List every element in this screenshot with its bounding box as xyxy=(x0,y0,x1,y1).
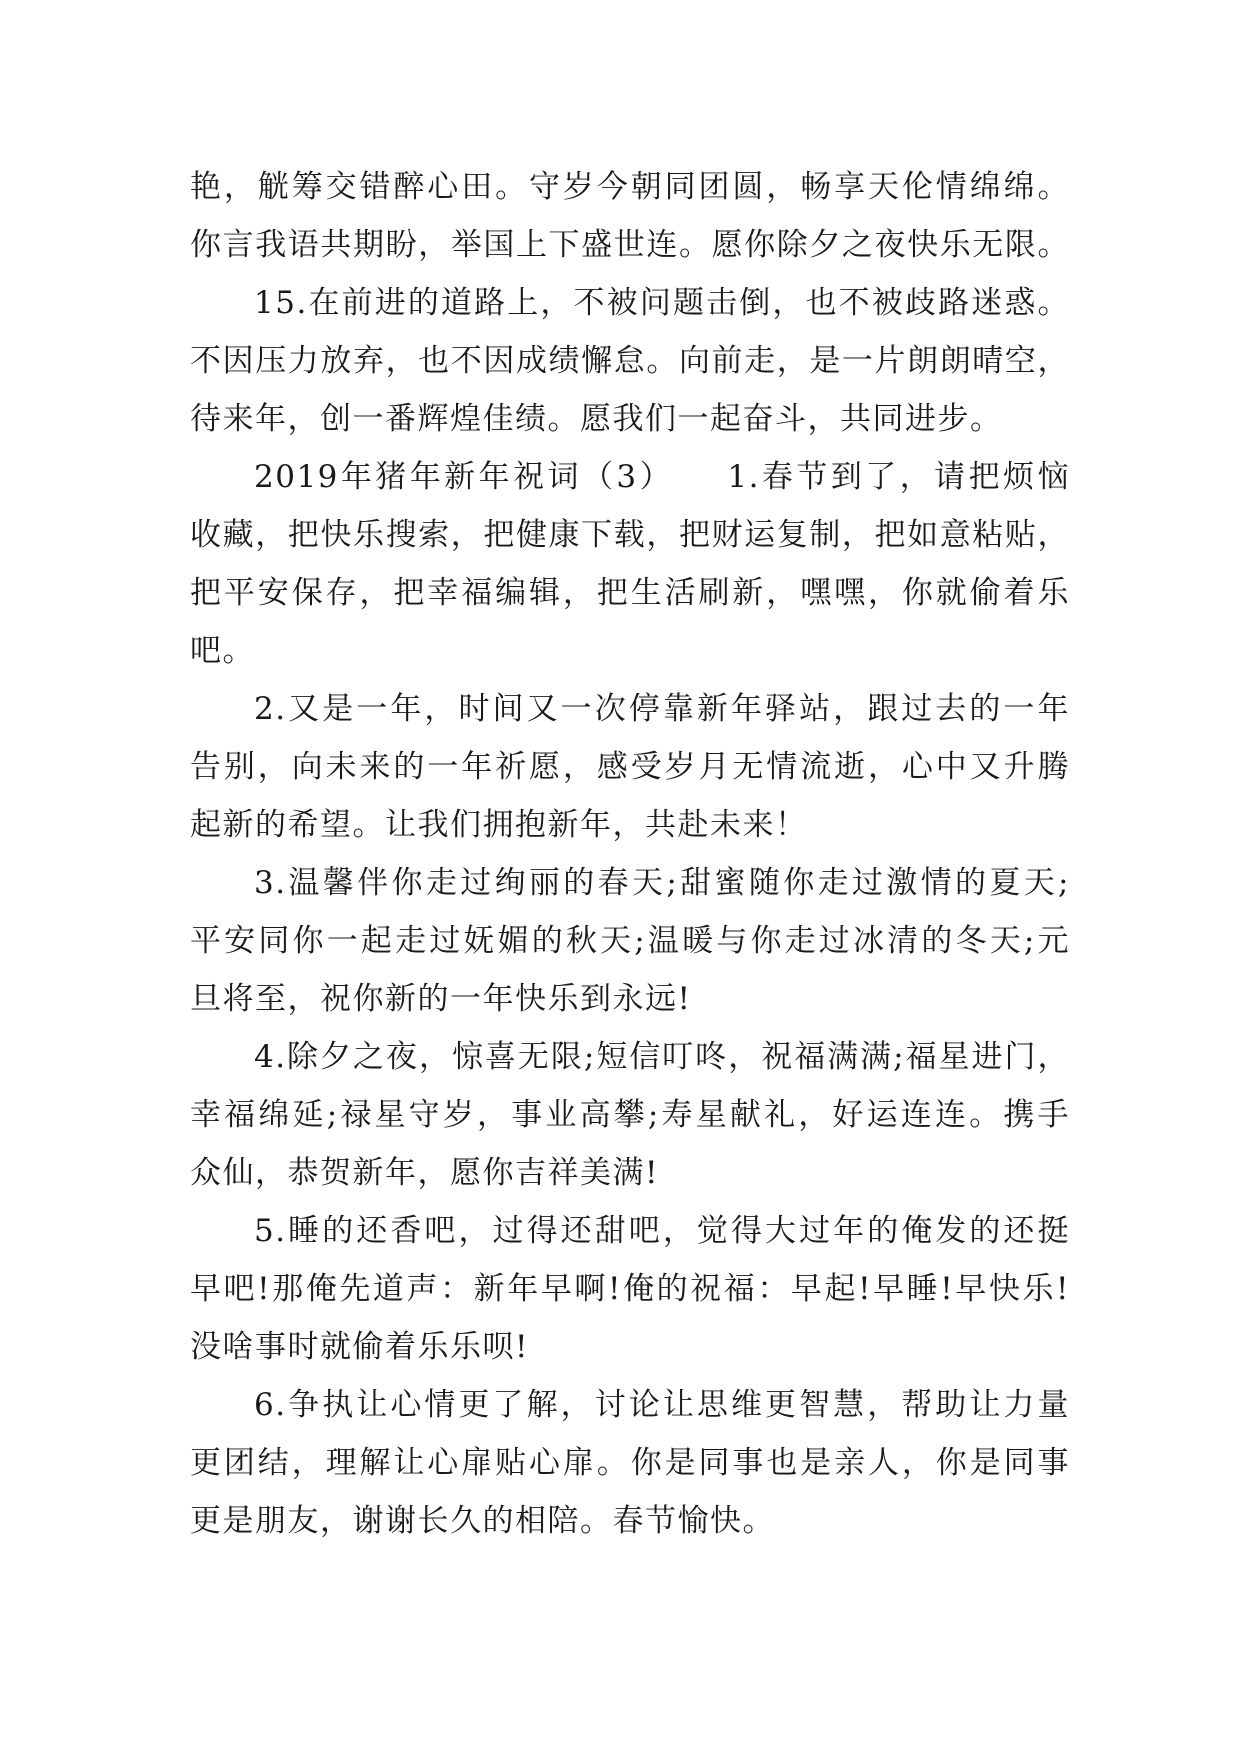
text-line: 没啥事时就偷着乐乐呗! xyxy=(190,1329,529,1365)
text-line: 2.又是一年，时间又一次停靠新年驿站，跟过去的一年 xyxy=(254,691,1070,727)
text-line: 起新的希望。让我们拥抱新年，共赴未来！ xyxy=(190,807,808,843)
text-line: 早吧!那俺先道声：新年早啊!俺的祝福：早起!早睡!早快乐! xyxy=(190,1271,1070,1307)
text-line: 更团结，理解让心扉贴心扉。你是同事也是亲人，你是同事 xyxy=(190,1445,1070,1481)
text-line: 告别，向未来的一年祈愿，感受岁月无情流逝，心中又升腾 xyxy=(190,749,1070,785)
text-line: 2019年猪年新年祝词（3） 1.春节到了，请把烦恼 xyxy=(254,459,1070,495)
text-line: 待来年，创一番辉煌佳绩。愿我们一起奋斗，共同进步。 xyxy=(190,401,1003,437)
text-line: 4.除夕之夜，惊喜无限;短信叮咚，祝福满满;福星进门， xyxy=(254,1039,1070,1075)
text-line: 收藏，把快乐搜索，把健康下载，把财运复制，把如意粘贴， xyxy=(190,517,1070,553)
text-line: 不因压力放弃，也不因成绩懈怠。向前走，是一片朗朗晴空， xyxy=(190,343,1070,379)
text-line: 3.温馨伴你走过绚丽的春天;甜蜜随你走过激情的夏天; xyxy=(254,865,1070,901)
text-line: 15.在前进的道路上，不被问题击倒，也不被歧路迷惑。 xyxy=(254,285,1070,321)
text-line: 艳，觥筹交错醉心田。守岁今朝同团圆，畅享天伦情绵绵。 xyxy=(190,169,1070,205)
text-line: 你言我语共期盼，举国上下盛世连。愿你除夕之夜快乐无限。 xyxy=(190,227,1070,263)
text-line: 平安同你一起走过妩媚的秋天;温暖与你走过冰清的冬天;元 xyxy=(190,923,1070,959)
text-line: 幸福绵延;禄星守岁，事业高攀;寿星献礼，好运连连。携手 xyxy=(190,1097,1070,1133)
text-line: 吧。 xyxy=(190,633,255,669)
text-line: 5.睡的还香吧，过得还甜吧，觉得大过年的俺发的还挺 xyxy=(254,1213,1070,1249)
text-line: 6.争执让心情更了解，讨论让思维更智慧，帮助让力量 xyxy=(254,1387,1070,1423)
document-page xyxy=(190,158,1070,1550)
text-line: 众仙，恭贺新年，愿你吉祥美满! xyxy=(190,1155,659,1191)
text-line: 旦将至，祝你新的一年快乐到永远! xyxy=(190,981,692,1017)
text-line: 把平安保存，把幸福编辑，把生活刷新，嘿嘿，你就偷着乐 xyxy=(190,575,1070,611)
text-line: 更是朋友，谢谢长久的相陪。春节愉快。 xyxy=(190,1503,775,1539)
